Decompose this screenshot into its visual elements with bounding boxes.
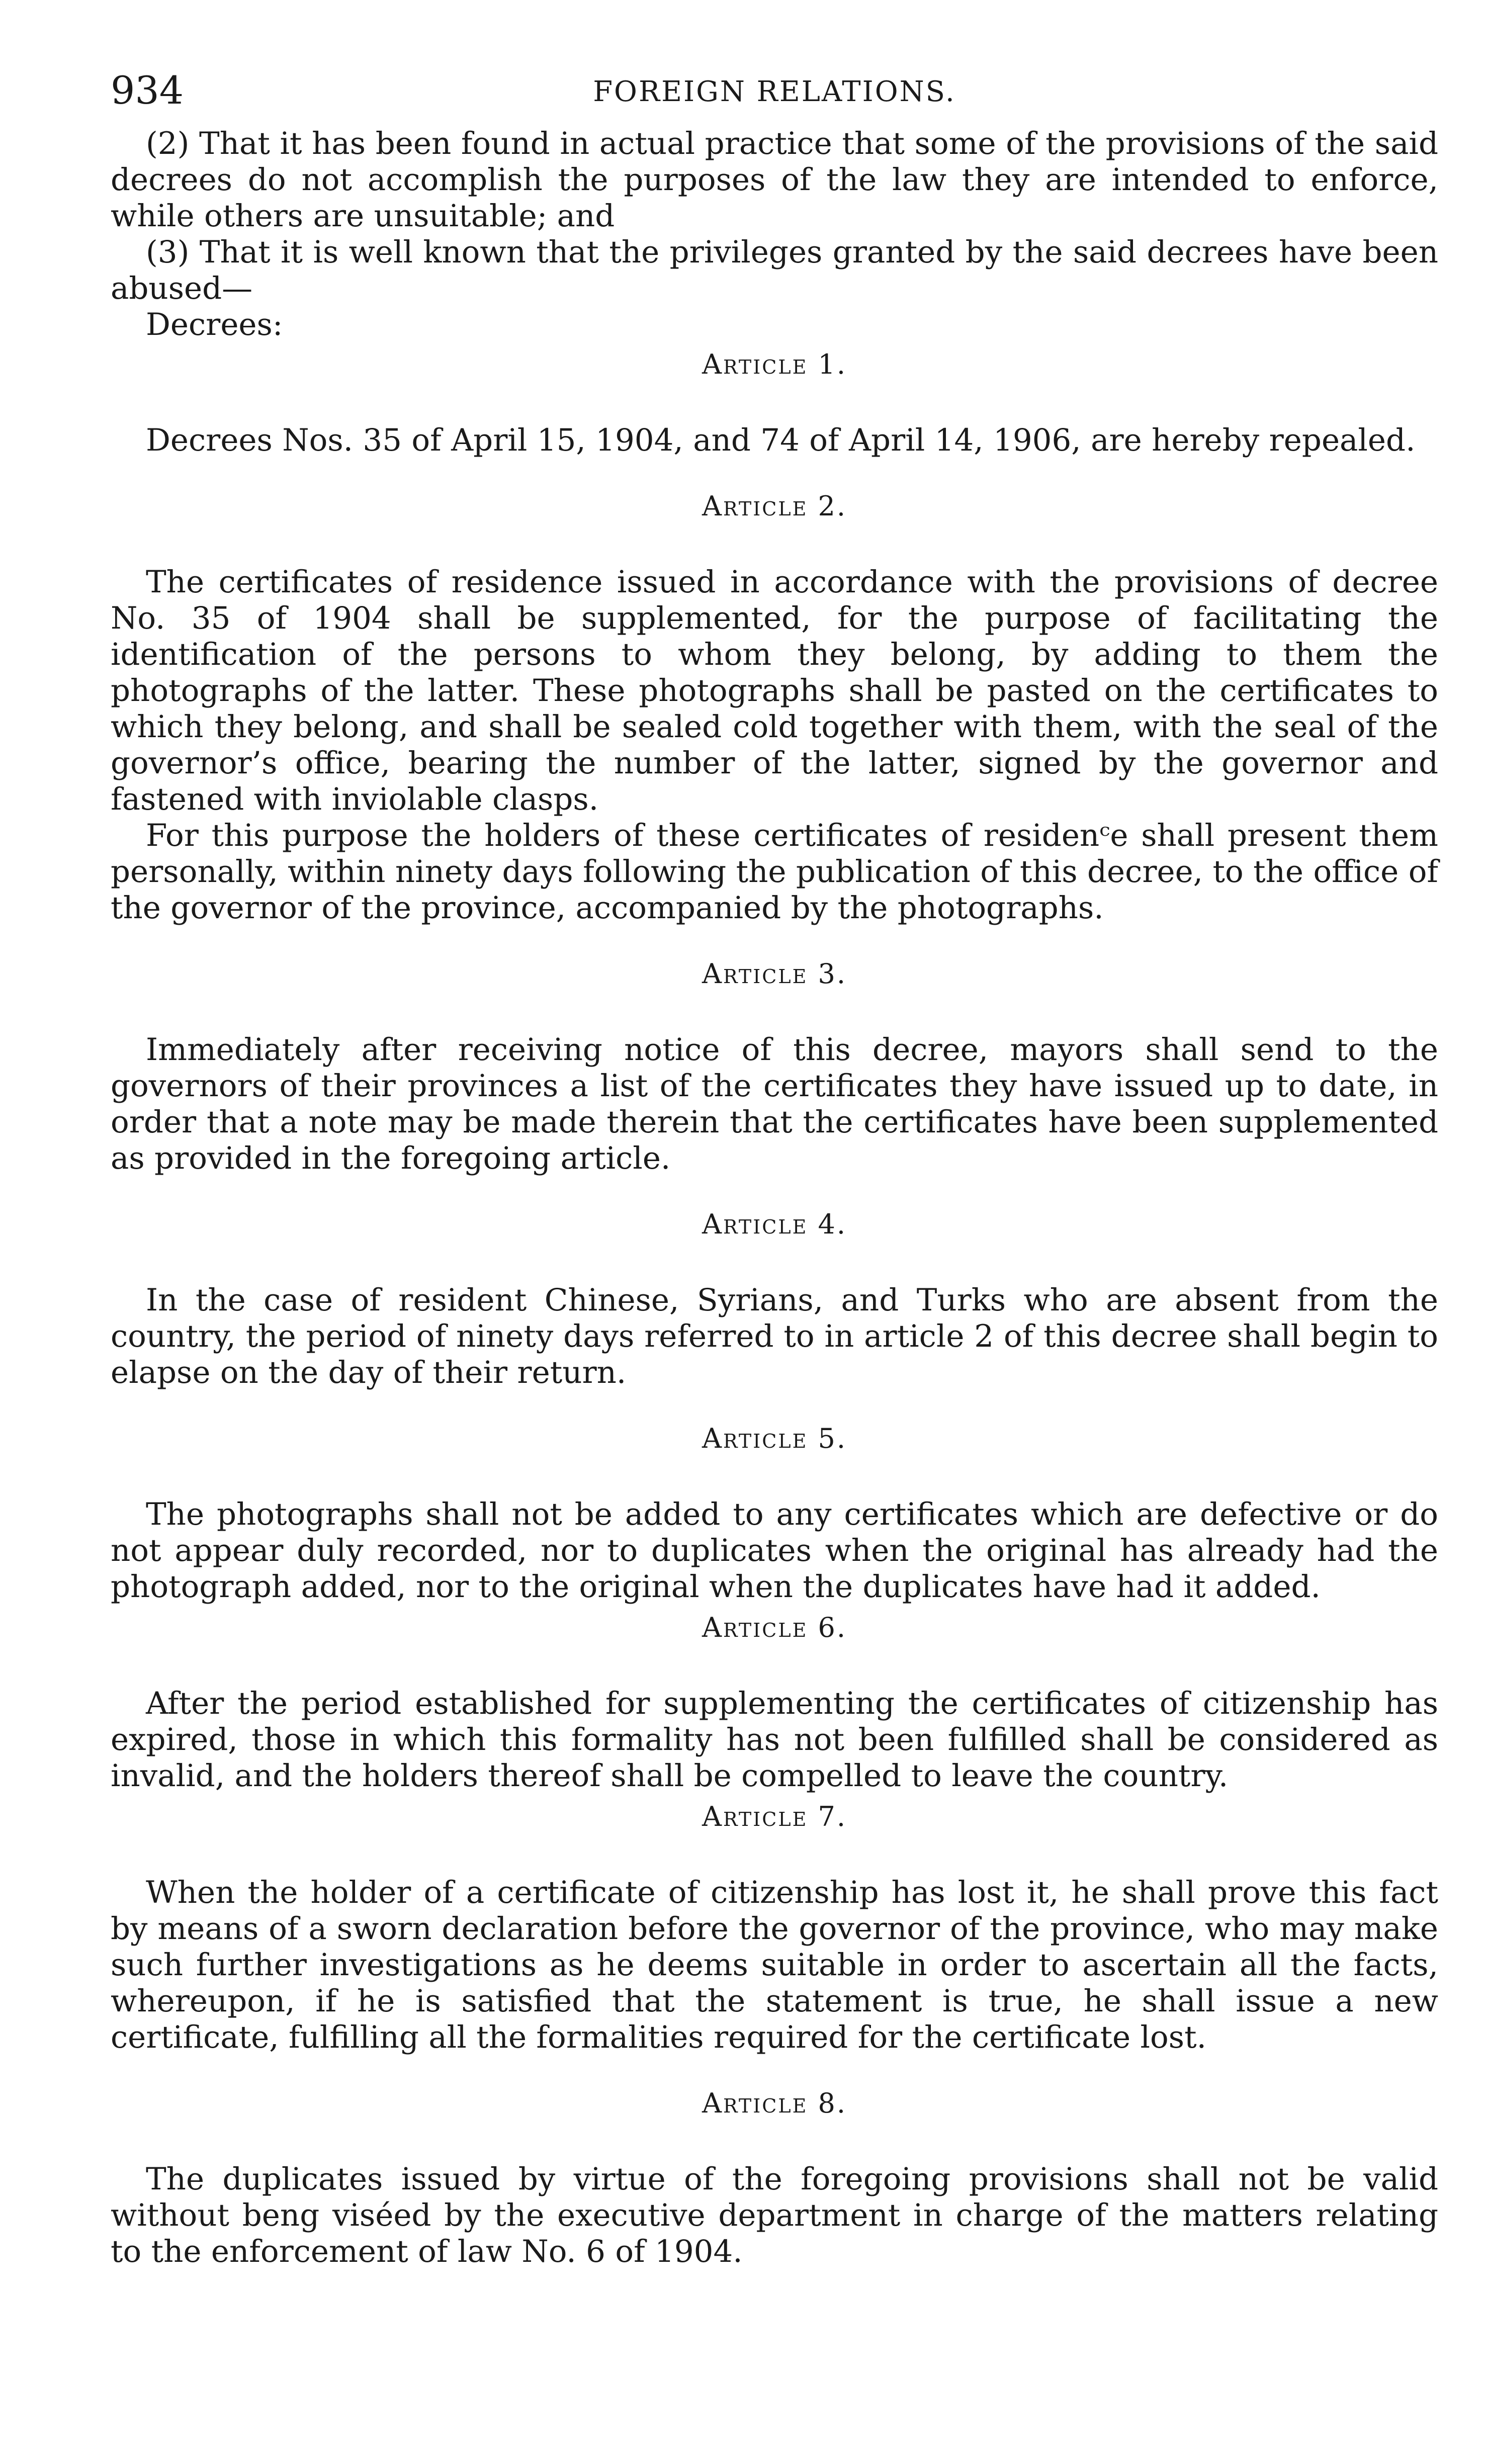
article-8 <box>111 2086 1438 2270</box>
article-paragraph: When the holder of a certificate of citizenship has lost it, he shall prove this fact by means of a sworn declaration before the governor of the province, who may make such further investigations as he deems suitable in order to ascertain all the facts, whereupon, if he is satisfied that the statement is true, he shall issue a new certificate, fulfilling all the formalities required for the certificate lost. <box>111 1875 1438 2055</box>
preamble-clause-3: (3) That it is well known that the privileges granted by the said decrees have been abused— <box>111 234 1438 306</box>
running-head: FOREIGN RELATIONS. <box>593 75 956 108</box>
article-heading: Article 8. <box>702 2087 847 2119</box>
article-paragraph: The photographs shall not be added to any certificates which are defective or do not appear duly recorded, nor to duplicates when the original has already had the photograph added, nor to the original when the duplicates have had it added. <box>111 1497 1438 1605</box>
article-heading: Article 5. <box>702 1423 847 1454</box>
article-heading: Article 4. <box>702 1208 847 1240</box>
article-1 <box>111 347 1438 459</box>
article-heading: Article 2. <box>702 490 847 522</box>
article-paragraph: For this purpose the holders of these certificates of residenᶜe shall present them personally, within ninety days following the publication of this decree, to the office of the governor of the province, accompanied by the photographs. <box>111 818 1438 926</box>
page-number: 934 <box>111 68 184 113</box>
article-6 <box>111 1610 1438 1794</box>
article-2 <box>111 489 1438 926</box>
article-paragraph: Immediately after receiving notice of this decree, mayors shall send to the governors of their provinces a list of the certificates they have issued up to date, in order that a note may be made therein that the certificates have been supplemented as provided in the foregoing article. <box>111 1032 1438 1176</box>
preamble-clause-2: (2) That it has been found in actual practice that some of the provisions of the said decrees do not accomplish the purposes of the law they are intended to enforce, while others are unsuitable; and <box>111 126 1438 234</box>
article-paragraph: Decrees Nos. 35 of April 15, 1904, and 74 of April 14, 1906, are hereby repealed. <box>146 422 1416 458</box>
article-3 <box>111 956 1438 1177</box>
document-page <box>111 65 1438 2419</box>
article-5 <box>111 1421 1438 1605</box>
article-paragraph: The certificates of residence issued in accordance with the provisions of decree No. 35 of 1904 shall be supplemented, for the purpose of facilitating the identification of the persons to whom they belong, by adding to them the photographs of the latter. These photographs shall be pasted on the certificates to which they belong, and shall be sealed cold together with them, with the seal of the governor’s office, bearing the number of the latter, signed by the governor and fastened with inviolable clasps. <box>111 564 1438 817</box>
article-heading: Article 1. <box>702 348 847 380</box>
article-7 <box>111 1799 1438 2056</box>
preamble <box>111 126 1438 343</box>
page-header <box>111 65 1438 126</box>
decrees-label: Decrees: <box>146 307 283 342</box>
article-heading: Article 6. <box>702 1612 847 1643</box>
article-heading: Article 7. <box>702 1801 847 1832</box>
article-paragraph: After the period established for supplementing the certificates of citizenship has expired, those in which this formality has not been fulfilled shall be considered as invalid, and the holders thereof shall be compelled to leave the country. <box>111 1686 1438 1794</box>
article-paragraph: The duplicates issued by virtue of the foregoing provisions shall not be valid without beng viséed by the executive department in charge of the matters relating to the enforcement of law No. 6 of 1904. <box>111 2161 1438 2269</box>
article-heading: Article 3. <box>702 958 847 990</box>
article-paragraph: In the case of resident Chinese, Syrians, and Turks who are absent from the country, the period of ninety days referred to in article 2 of this decree shall begin to elapse on the day of their return. <box>111 1282 1438 1390</box>
article-4 <box>111 1207 1438 1391</box>
